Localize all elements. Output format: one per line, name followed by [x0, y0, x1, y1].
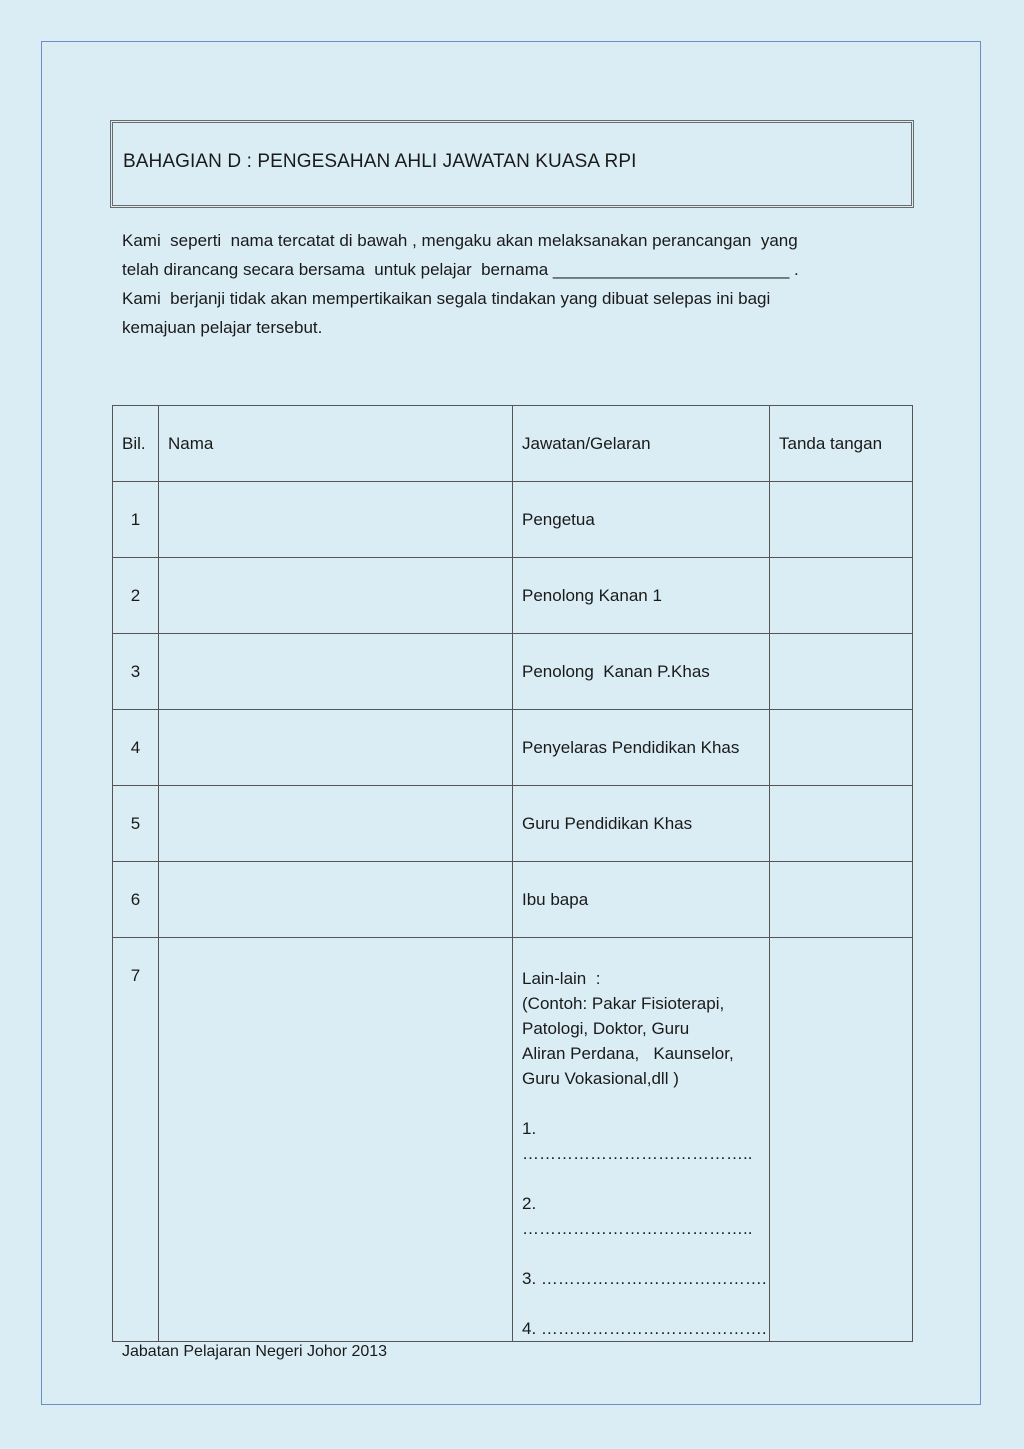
- position-cell: Penolong Kanan P.Khas: [513, 634, 770, 710]
- intro-line: Kami seperti nama tercatat di bawah , mengaku akan melaksanakan perancangan yang: [122, 231, 798, 250]
- signature-field[interactable]: [770, 710, 913, 786]
- signature-field[interactable]: [770, 862, 913, 938]
- blank-line[interactable]: 2. …………………………………..: [522, 1194, 753, 1238]
- name-field[interactable]: [159, 862, 513, 938]
- header-jawatan: Jawatan/Gelaran: [513, 406, 770, 482]
- signature-field[interactable]: [770, 558, 913, 634]
- intro-line: kemajuan pelajar tersebut.: [122, 318, 323, 337]
- other-line: (Contoh: Pakar Fisioterapi,: [522, 994, 725, 1013]
- intro-line: telah dirancang secara bersama untuk pelajar bernama _________________________ .: [122, 260, 799, 279]
- intro-line: Kami berjanji tidak akan mempertikaikan segala tindakan yang dibuat selepas ini bagi: [122, 289, 771, 308]
- blank-line[interactable]: 3. ………………………………….: [522, 1269, 767, 1288]
- table-row: [113, 634, 913, 710]
- position-cell: Penyelaras Pendidikan Khas: [513, 710, 770, 786]
- header-nama: Nama: [159, 406, 513, 482]
- signature-field[interactable]: [770, 634, 913, 710]
- other-line: Aliran Perdana, Kaunselor,: [522, 1044, 734, 1063]
- signature-table: [112, 405, 913, 1342]
- row-number: 6: [113, 862, 159, 938]
- name-field[interactable]: [159, 558, 513, 634]
- row-number: 1: [113, 482, 159, 558]
- signature-field[interactable]: [770, 482, 913, 558]
- header-tanda-tangan: Tanda tangan: [770, 406, 913, 482]
- blank-line[interactable]: 1. …………………………………..: [522, 1119, 753, 1163]
- table-row: [113, 558, 913, 634]
- name-field[interactable]: [159, 938, 513, 1342]
- table-row: [113, 786, 913, 862]
- section-title-box: [110, 120, 914, 208]
- signature-field[interactable]: [770, 786, 913, 862]
- name-field[interactable]: [159, 482, 513, 558]
- table-row: [113, 862, 913, 938]
- blank-line[interactable]: 4. ………………………………….: [522, 1319, 767, 1338]
- row-number: 3: [113, 634, 159, 710]
- other-line: Lain-lain :: [522, 969, 601, 988]
- footer-text: Jabatan Pelajaran Negeri Johor 2013: [122, 1343, 388, 1360]
- position-cell: Pengetua: [513, 482, 770, 558]
- name-field[interactable]: [159, 710, 513, 786]
- table-row: [113, 710, 913, 786]
- row-number: 4: [113, 710, 159, 786]
- header-bil: Bil.: [113, 406, 159, 482]
- other-line: Patologi, Doktor, Guru: [522, 1019, 690, 1038]
- position-cell-other: [513, 938, 770, 1342]
- row-number: 5: [113, 786, 159, 862]
- table-row-other: [113, 938, 913, 1342]
- name-field[interactable]: [159, 786, 513, 862]
- row-number: 7: [113, 938, 159, 1342]
- position-cell: Guru Pendidikan Khas: [513, 786, 770, 862]
- signature-field[interactable]: [770, 938, 913, 1342]
- table-row: [113, 482, 913, 558]
- intro-paragraph: [122, 226, 882, 342]
- position-cell: Penolong Kanan 1: [513, 558, 770, 634]
- position-cell: Ibu bapa: [513, 862, 770, 938]
- row-number: 2: [113, 558, 159, 634]
- section-title: BAHAGIAN D : PENGESAHAN AHLI JAWATAN KUASA RPI: [123, 151, 637, 172]
- other-line: Guru Vokasional,dll ): [522, 1069, 679, 1088]
- name-field[interactable]: [159, 634, 513, 710]
- table-header-row: [113, 406, 913, 482]
